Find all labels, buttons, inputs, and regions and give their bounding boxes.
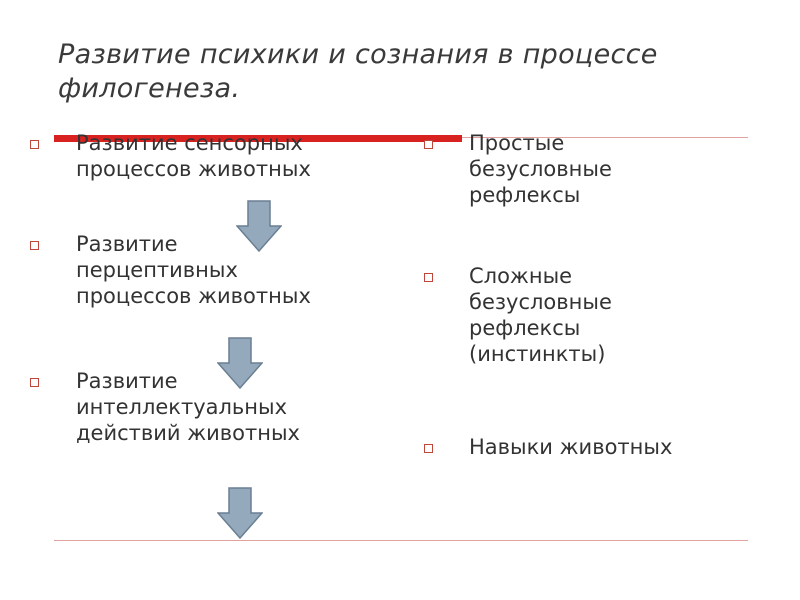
- item-line: рефлексы: [469, 183, 581, 207]
- item-line: перцептивных: [76, 258, 238, 282]
- item-line: процессов животных: [76, 284, 311, 308]
- left-item-perceptual: [76, 231, 311, 309]
- slide-title: Развитие психики и сознания в процессе филогенеза.: [58, 39, 658, 104]
- item-line: Развитие: [76, 232, 178, 256]
- square-bullet-icon: [30, 378, 39, 387]
- right-item-skills: [469, 434, 672, 460]
- down-arrow-icon: [217, 487, 263, 539]
- item-line: (инстинкты): [469, 342, 606, 366]
- item-line: рефлексы: [469, 316, 581, 340]
- item-line: Простые: [469, 131, 565, 155]
- left-item-sensory: [76, 130, 311, 182]
- item-line: процессов животных: [76, 157, 311, 181]
- item-line: безусловные: [469, 157, 612, 181]
- item-line: Сложные: [469, 264, 573, 288]
- left-item-intellectual: [76, 368, 300, 446]
- item-line: интеллектуальных: [76, 395, 288, 419]
- square-bullet-icon: [30, 241, 39, 250]
- item-line: Развитие: [76, 369, 178, 393]
- square-bullet-icon: [30, 140, 39, 149]
- bottom-divider-line: [54, 540, 748, 541]
- square-bullet-icon: [424, 273, 433, 282]
- item-line: Навыки животных: [469, 435, 673, 459]
- item-line: Развитие сенсорных: [76, 131, 303, 155]
- right-item-simple-reflexes: [469, 130, 612, 208]
- item-line: безусловные: [469, 290, 612, 314]
- right-item-complex-reflexes: [469, 263, 612, 367]
- item-line: действий животных: [76, 421, 300, 445]
- square-bullet-icon: [424, 140, 433, 149]
- square-bullet-icon: [424, 444, 433, 453]
